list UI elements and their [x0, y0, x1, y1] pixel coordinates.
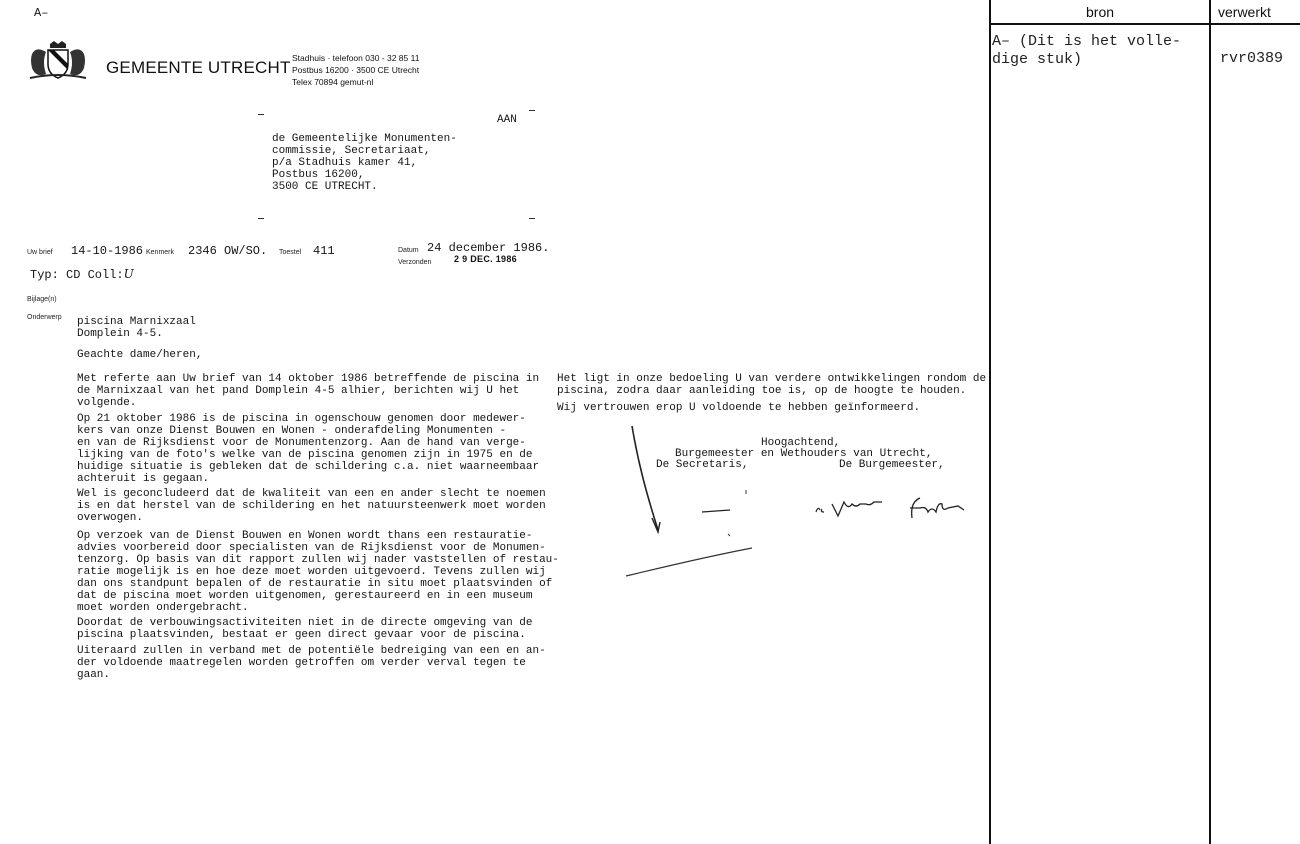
uw-brief-label: Uw brief: [27, 249, 53, 256]
datum-value: 24 december 1986.: [427, 241, 550, 255]
header-divider: [989, 23, 1300, 25]
typ-text: Typ: CD Coll:: [30, 268, 124, 282]
closing-greeting: Hoogachtend,: [761, 437, 841, 449]
paragraph: Uiteraard zullen in verband met de potentiële bedreiging van een en an- der voldoende maatregelen worden getroffen om verder verval tegen te gaan.: [77, 645, 546, 681]
verwerkt-entry: rvr0389: [1220, 50, 1284, 67]
recipient-line: 3500 CE UTRECHT.: [272, 181, 378, 193]
paragraph: Wij vertrouwen erop U voldoende te hebben geïnformeerd.: [557, 402, 921, 414]
recipient-line: de Gemeentelijke Monumenten-: [272, 133, 457, 145]
verwerkt-header: verwerkt: [1218, 4, 1271, 20]
address-line: Telex 70894 gemut-nl: [292, 77, 374, 87]
window-mark: [529, 110, 535, 111]
recipient-address: [272, 133, 457, 193]
address-line: Stadhuis · telefoon 030 - 32 85 11: [292, 53, 420, 63]
signature-marks: [620, 422, 980, 582]
toestel-value: 411: [313, 244, 335, 258]
recipient-line: Postbus 16200,: [272, 169, 365, 181]
paragraph: Doordat de verbouwingsactiviteiten niet in de directe omgeving van de piscina plaatsvinden, bestaat er geen direct gevaar voor de piscina.: [77, 617, 533, 641]
recipient-line: p/a Stadhuis kamer 41,: [272, 157, 418, 169]
salutation: Geachte dame/heren,: [77, 349, 203, 361]
paragraph: Met referte aan Uw brief van 14 oktober 1986 betreffende de piscina in de Marnixzaal van het pand Domplein 4-5 alhier, berichten wij U het volgende.: [77, 373, 540, 409]
column-divider: [1209, 0, 1211, 844]
uw-brief-value: 14-10-1986: [71, 244, 144, 258]
bijlage-label: Bijlage(n): [27, 296, 57, 303]
window-mark: [258, 218, 264, 219]
typ-line: [30, 268, 134, 281]
paragraph: Het ligt in onze bedoeling U van verdere ontwikkelingen rondom de piscina, zodra daar aanleiding toe is, op de hoogte te houden.: [557, 373, 987, 397]
bron-entry: A– (Dit is het volle- dige stuk): [992, 33, 1182, 68]
kenmerk-value: 2346 OW/SO.: [188, 244, 268, 258]
paragraph: Wel is geconcludeerd dat de kwaliteit van een en ander slecht te noemen is en dat herstel van de schildering en het natuursteenwerk moet worden overwogen.: [77, 488, 546, 524]
municipality-name: GEMEENTE UTRECHT: [106, 58, 291, 77]
burgemeester-label: De Burgemeester,: [839, 459, 945, 471]
aan-label: AAN: [497, 114, 517, 126]
datum-label: Datum: [398, 247, 419, 254]
toestel-label: Toestel: [279, 249, 302, 256]
bron-header: bron: [1086, 4, 1115, 20]
kenmerk-label: Kenmerk: [146, 249, 175, 256]
onderwerp-label: Onderwerp: [27, 314, 62, 321]
address-line: Postbus 16200 · 3500 CE Utrecht: [292, 65, 420, 75]
coat-of-arms-icon: [26, 40, 90, 84]
verzonden-stamp: 2 9 DEC. 1986: [454, 254, 517, 264]
verzonden-label: Verzonden: [398, 259, 432, 266]
window-mark: [529, 218, 535, 219]
paragraph: Op verzoek van de Dienst Bouwen en Wonen wordt thans een restauratie- advies voorbereid door specialisten van de Rijksdienst voor de Monumen- tenzorg. Op basis van dit rapport zullen wij nader vaststellen of restau- ratie mogelijk is en hoe deze moet worden uitgevoerd. Tevens zullen wij dan ons standpunt bepalen of de restauratie in situ moet plaatsvinden of dat de piscina moet worden uitgenomen, gerestaureerd en in een museum moet worden ondergebracht.: [77, 530, 559, 614]
typ-mark: U: [123, 267, 134, 281]
subject: piscina Marnixzaal Domplein 4-5.: [77, 316, 196, 340]
paragraph: Op 21 oktober 1986 is de piscina in ogenschouw genomen door medewer- kers van onze Dienst Bouwen en Wonen - onderafdeling Monumenten - en van de Rijksdienst voor de Monumentenzorg. Aan de hand van verge- lijking van de foto's welke van de piscina genomen zijn in 1975 en de huidige situatie is gebleken dat de schildering c.a. niet waarneembaar achteruit is gegaan.: [77, 413, 540, 485]
closing-org: Burgemeester en Wethouders van Utrecht,: [675, 448, 933, 460]
window-mark: [258, 114, 264, 115]
recipient-line: commissie, Secretariaat,: [272, 145, 431, 157]
letterhead-address: [292, 52, 419, 88]
column-divider: [989, 0, 991, 844]
page-mark: A–: [34, 6, 49, 20]
secretaris-label: De Secretaris,: [656, 459, 749, 471]
